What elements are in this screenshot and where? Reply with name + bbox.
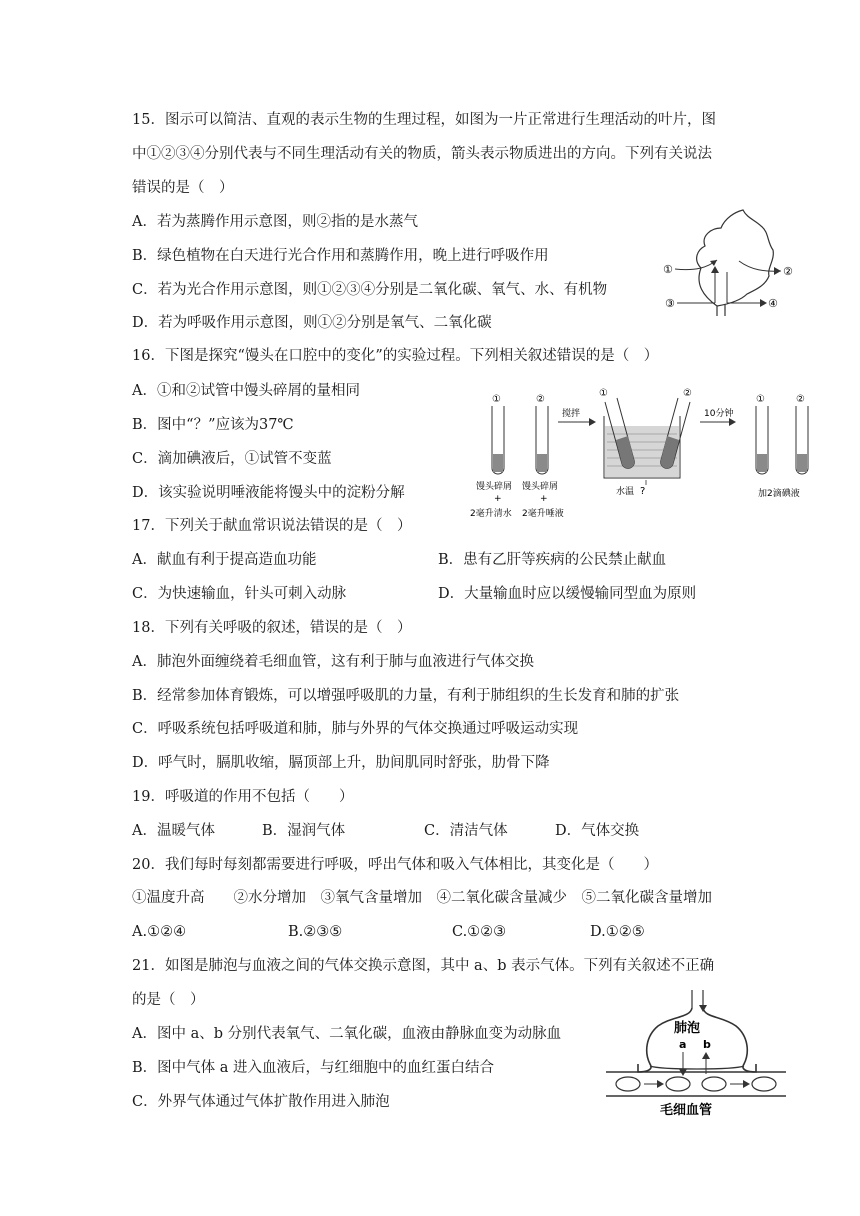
alveolus-diagram xyxy=(602,986,792,1122)
tube1-plus: + xyxy=(494,494,502,504)
alveolus-label: 肺泡 xyxy=(674,1021,701,1036)
leaf-label-2: ② xyxy=(783,265,793,278)
tube2-plus: + xyxy=(540,494,548,504)
gas-a-label: a xyxy=(679,1038,687,1051)
q21-option-c: C．外界气体通过气体扩散作用进入肺泡 xyxy=(132,1094,390,1110)
tube2-contents xyxy=(537,454,547,472)
capillary-label: 毛细血管 xyxy=(660,1103,713,1118)
q19-stem: 19．呼吸道的作用不包括（ ） xyxy=(132,789,354,805)
q15-stem-line-2: 中①②③④分别代表与不同生理活动有关的物质，箭头表示物质进出的方向。下列有关说法 xyxy=(132,146,712,162)
tube2-label: 馒头碎屑 xyxy=(522,482,559,492)
tube1-water: 2毫升清水 xyxy=(470,509,512,519)
ten-minutes-label: 10分钟 xyxy=(704,409,734,419)
q20-option-d: D.①②⑤ xyxy=(590,924,645,940)
leaf-label-1: ① xyxy=(663,263,673,276)
q19-option-b: B．湿润气体 xyxy=(262,823,346,839)
q16-stem: 16．下图是探究“馒头在口腔中的变化”的实验过程。下列相关叙述错误的是（ ） xyxy=(132,348,659,364)
q20-option-a: A.①②④ xyxy=(132,924,187,940)
q20-option-c: C.①②③ xyxy=(452,924,507,940)
result-tube1-number: ① xyxy=(756,394,765,405)
q18-option-c: C．呼吸系统包括呼吸道和肺，肺与外界的气体交换通过呼吸运动实现 xyxy=(132,721,579,737)
tube2-number: ② xyxy=(536,394,545,405)
leaf-outline xyxy=(697,210,774,306)
beaker-tube2-number: ② xyxy=(683,388,692,399)
q20-stem: 20．我们每时每刻都需要进行呼吸，呼出气体和吸入气体相比，其变化是（ ） xyxy=(132,857,658,873)
q17-stem: 17．下列关于献血常识说法错误的是（ ） xyxy=(132,518,412,534)
q19-option-c: C．清洁气体 xyxy=(424,823,508,839)
q16-option-a: A．①和②试管中馒头碎屑的量相同 xyxy=(132,383,360,399)
q15-option-c: C．若为光合作用示意图，则①②③④分别是二氧化碳、氧气、水、有机物 xyxy=(132,282,608,298)
red-blood-cell xyxy=(616,1077,640,1091)
q18-option-b: B．经常参加体育锻炼，可以增强呼吸肌的力量，有利于肺组织的生长发育和肺的扩张 xyxy=(132,688,680,704)
leaf-label-4: ④ xyxy=(768,297,778,310)
gas-b-label: b xyxy=(703,1038,711,1051)
tube2-saliva: 2毫升唾液 xyxy=(522,509,564,519)
q15-option-d: D．若为呼吸作用示意图，则①②分别是氧气、二氧化碳 xyxy=(132,315,492,331)
saliva-experiment-diagram xyxy=(470,386,830,520)
iodine-label: 加2滴碘液 xyxy=(758,489,800,499)
tube1-contents xyxy=(493,454,503,472)
stir-label: 搅拌 xyxy=(562,409,581,419)
leaf-label-3: ③ xyxy=(665,297,675,310)
q18-stem: 18．下列有关呼吸的叙述，错误的是（ ） xyxy=(132,620,412,636)
tube1-label: 馒头碎屑 xyxy=(476,482,513,492)
q18-option-d: D．呼气时，膈肌收缩，膈顶部上升，肋间肌同时舒张，肋骨下降 xyxy=(132,755,550,771)
q17-option-a: A．献血有利于提高造血功能 xyxy=(132,552,317,568)
leaf-diagram xyxy=(655,206,805,318)
q15-option-b: B．绿色植物在白天进行光合作用和蒸腾作用，晚上进行呼吸作用 xyxy=(132,248,549,264)
beaker-tube1-number: ① xyxy=(599,388,608,399)
q21-option-b: B．图中气体 a 进入血液后，与红细胞中的血红蛋白结合 xyxy=(132,1060,495,1076)
q17-option-d: D．大量输血时应以缓慢输同型血为原则 xyxy=(438,586,697,602)
water-temp-question: ? xyxy=(640,486,646,497)
tube1-number: ① xyxy=(492,394,501,405)
result-tube2-number: ② xyxy=(796,394,805,405)
q15-stem-line-3: 错误的是（ ） xyxy=(132,180,234,196)
q15-stem-line-1: 15．图示可以简洁、直观的表示生物的生理过程，如图为一片正常进行生理活动的叶片，图 xyxy=(132,112,716,128)
red-blood-cell xyxy=(752,1077,776,1091)
q15-option-a: A．若为蒸腾作用示意图，则②指的是水蒸气 xyxy=(132,214,418,230)
q19-option-d: D．气体交换 xyxy=(555,823,640,839)
q16-option-c: C．滴加碘液后，①试管不变蓝 xyxy=(132,451,332,467)
q18-option-a: A．肺泡外面缠绕着毛细血管，这有利于肺与血液进行气体交换 xyxy=(132,654,534,670)
water-temp-label: 水温 xyxy=(616,487,635,497)
q20-option-b: B.②③⑤ xyxy=(288,924,343,940)
q17-option-c: C．为快速输血，针头可刺入动脉 xyxy=(132,586,347,602)
q20-items: ①温度升高 ②水分增加 ③氧气含量增加 ④二氧化碳含量减少 ⑤二氧化碳含量增加 xyxy=(132,890,712,906)
q19-option-a: A．温暖气体 xyxy=(132,823,215,839)
q21-stem-line-1: 21．如图是肺泡与血液之间的气体交换示意图，其中 a、b 表示气体。下列有关叙述不正确 xyxy=(132,958,715,974)
q21-option-a: A．图中 a、b 分别代表氧气、二氧化碳，血液由静脉血变为动脉血 xyxy=(132,1026,562,1042)
q16-option-b: B．图中“？”应该为37℃ xyxy=(132,417,294,433)
q17-option-b: B．患有乙肝等疾病的公民禁止献血 xyxy=(438,552,667,568)
q16-option-d: D．该实验说明唾液能将馒头中的淀粉分解 xyxy=(132,485,405,501)
red-blood-cell xyxy=(702,1077,726,1091)
red-blood-cell xyxy=(666,1077,690,1091)
q21-stem-line-2: 的是（ ） xyxy=(132,992,205,1008)
